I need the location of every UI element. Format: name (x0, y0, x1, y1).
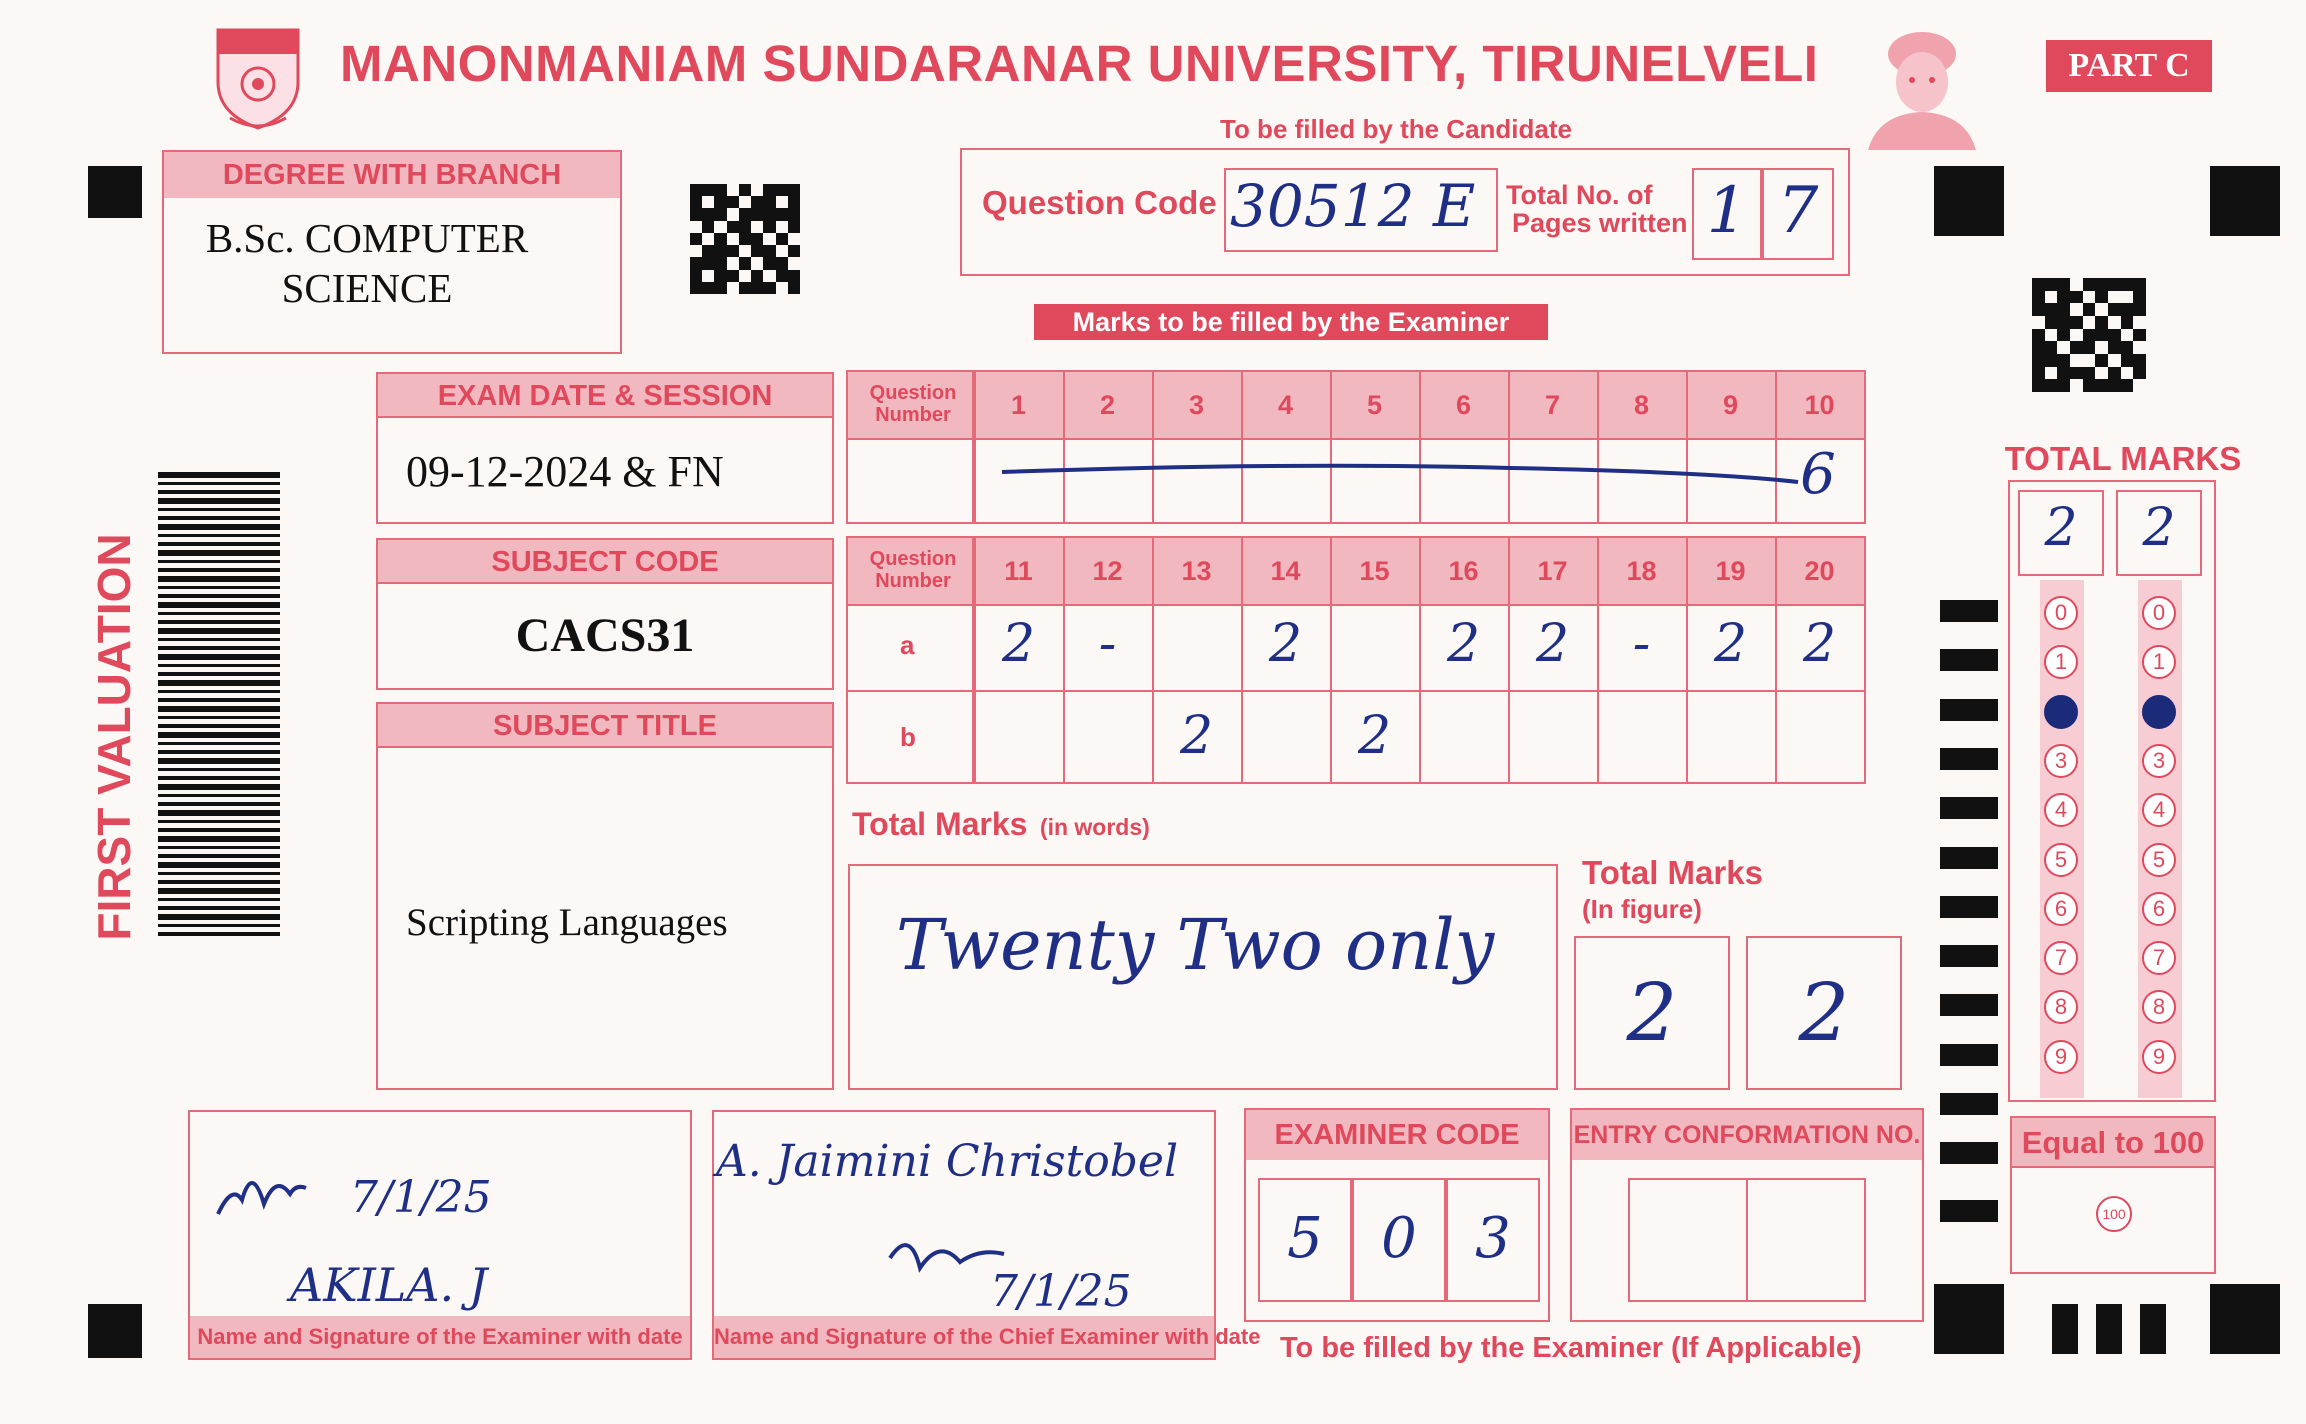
examiner-signature-name: AKILA. J (290, 1258, 488, 1312)
q10-mark: 6 (1800, 442, 1836, 507)
barcode (158, 472, 280, 936)
mark-q14a: 2 (1268, 614, 1303, 674)
registration-mark (1934, 166, 2004, 236)
question-number: 17 (1537, 556, 1568, 586)
timing-mark (1940, 600, 1998, 622)
omr-bubble-col1-0[interactable]: 0 (2044, 596, 2078, 630)
total-figure-digit-2: 2 (1798, 966, 1850, 1059)
entry-conf-label: ENTRY CONFORMATION NO. (1572, 1110, 1922, 1160)
exam-date-label: EXAM DATE & SESSION (378, 374, 832, 418)
timing-mark (1940, 896, 1998, 918)
examiner-signature (212, 1144, 312, 1234)
entry-conf-cell-2[interactable] (1746, 1178, 1866, 1302)
omr-bubble-col1-7[interactable]: 7 (2044, 941, 2078, 975)
question-number: 5 (1366, 390, 1383, 420)
question-number: 15 (1359, 556, 1390, 586)
question-number: 9 (1722, 390, 1739, 420)
timing-mark (1940, 649, 1998, 671)
question-code-label: Question Code (982, 184, 1217, 221)
omr-bubble-col1-1[interactable]: 1 (2044, 645, 2078, 679)
omr-total-label: TOTAL MARKS (2004, 440, 2242, 477)
registration-mark (88, 166, 142, 218)
timing-mark (1940, 699, 1998, 721)
exam-date-value: 09-12-2024 & FN (406, 447, 724, 496)
total-words-value: Twenty Two only (896, 904, 1495, 986)
question-number: 19 (1715, 556, 1746, 586)
question-number-line1: Question (869, 382, 957, 404)
subject-code-value: CACS31 (515, 609, 695, 662)
question-number: 16 (1448, 556, 1479, 586)
subject-title-value: Scripting Languages (406, 901, 728, 944)
examiner-signature-caption: Name and Signature of the Examiner with date (190, 1316, 690, 1358)
question-number-line2: Number (875, 404, 951, 426)
omr-bubble-col2-7[interactable]: 7 (2142, 941, 2176, 975)
pages-label-line1: Total No. of (1506, 180, 1653, 210)
omr-bubble-col2-8[interactable]: 8 (2142, 990, 2176, 1024)
omr-bubble-col2-4[interactable]: 4 (2142, 793, 2176, 827)
entry-conf-cell-1[interactable] (1628, 1178, 1748, 1302)
question-code-value: 30512 E (1230, 172, 1476, 240)
total-figure-sub: (In figure) (1582, 894, 1702, 924)
registration-mark (2096, 1304, 2122, 1354)
total-words-sub: (in words) (1039, 814, 1150, 840)
timing-mark (1940, 748, 1998, 770)
question-number: 13 (1181, 556, 1212, 586)
registration-mark (88, 1304, 142, 1358)
timing-mark (1940, 945, 1998, 967)
examiner-code-digit-1: 5 (1287, 1206, 1323, 1271)
timing-mark (1940, 1142, 1998, 1164)
question-number: 8 (1633, 390, 1650, 420)
equal-100-label: Equal to 100 (2012, 1118, 2214, 1168)
omr-bubble-col2-9[interactable]: 9 (2142, 1040, 2176, 1074)
founder-portrait (1858, 24, 1986, 150)
omr-bubble-col2-3[interactable]: 3 (2142, 744, 2176, 778)
timing-mark (1940, 1044, 1998, 1066)
qr-code (690, 184, 800, 294)
registration-mark (2210, 166, 2280, 236)
omr-bubble-col2-5[interactable]: 5 (2142, 843, 2176, 877)
degree-value-line1: B.Sc. COMPUTER (205, 215, 529, 261)
pages-digit-2: 7 (1777, 174, 1819, 248)
candidate-note: To be filled by the Candidate (1220, 114, 1572, 144)
timing-mark (1940, 1093, 1998, 1115)
omr-bubble-col1-8[interactable]: 8 (2044, 990, 2078, 1024)
side-label: FIRST VALUATION (88, 533, 140, 941)
total-words-title: Total Marks (852, 806, 1028, 842)
omr-bubble-col1-4[interactable]: 4 (2044, 793, 2078, 827)
row-a-label: a (900, 630, 915, 660)
question-number: 10 (1804, 390, 1835, 420)
question-number: 11 (1004, 556, 1033, 586)
mark-q17a: 2 (1535, 614, 1570, 674)
question-number: 6 (1455, 390, 1472, 420)
timing-mark (1940, 797, 1998, 819)
examiner-note-text: Marks to be filled by the Examiner (1072, 307, 1510, 337)
question-number: 2 (1099, 390, 1116, 420)
examiner-note (1034, 304, 1548, 340)
bottom-note: To be filled by the Examiner (If Applicable) (1280, 1332, 1862, 1364)
omr-bubble-col2-2[interactable]: 2 (2142, 695, 2176, 729)
omr-bubble-col1-5[interactable]: 5 (2044, 843, 2078, 877)
mark-q12a: - (1098, 614, 1117, 674)
omr-bubble-col1-6[interactable]: 6 (2044, 892, 2078, 926)
omr-digit-1: 2 (2044, 498, 2078, 558)
examiner-code-digit-2: 0 (1381, 1206, 1417, 1271)
omr-bubble-col2-6[interactable]: 6 (2142, 892, 2176, 926)
degree-value-line2: SCIENCE (281, 265, 453, 311)
examiner-signature-date: 7/1/25 (350, 1172, 492, 1223)
question-number: 14 (1270, 556, 1301, 586)
mark-q16a: 2 (1446, 614, 1481, 674)
total-figure-label: Total Marks (1582, 854, 1763, 891)
mark-q19a: 2 (1713, 614, 1748, 674)
question-number: 4 (1277, 390, 1294, 420)
omr-bubble-col2-1[interactable]: 1 (2142, 645, 2176, 679)
part-badge (2046, 40, 2212, 92)
total-figure-digit-1: 2 (1626, 966, 1678, 1059)
omr-bubble-col1-9[interactable]: 9 (2044, 1040, 2078, 1074)
chief-signature-name: A. Jaimini Christobel (716, 1136, 1179, 1187)
degree-label: DEGREE WITH BRANCH (164, 152, 620, 198)
subject-title-label: SUBJECT TITLE (378, 704, 832, 748)
registration-mark (2052, 1304, 2078, 1354)
question-number: 1 (1010, 390, 1027, 420)
timing-mark (1940, 1200, 1998, 1222)
mark-q20a: 2 (1802, 614, 1837, 674)
registration-mark (2210, 1284, 2280, 1354)
omr-bubble-col2-0[interactable]: 0 (2142, 596, 2176, 630)
mark-q13b: 2 (1179, 706, 1214, 766)
subject-title-box (376, 702, 834, 1090)
part-label: PART C (2068, 47, 2190, 84)
university-logo (210, 22, 306, 134)
omr-digit-2: 2 (2142, 498, 2176, 558)
chief-signature-caption: Name and Signature of the Chief Examiner with date (714, 1316, 1214, 1358)
registration-mark (2140, 1304, 2166, 1354)
question-number-line2: Number (875, 570, 951, 592)
pages-digit-1: 1 (1706, 174, 1748, 248)
equal-100-bubble[interactable]: 100 (2096, 1196, 2132, 1232)
total-words-label (852, 806, 1150, 843)
omr-bubble-col1-3[interactable]: 3 (2044, 744, 2078, 778)
pages-label-line2: Pages written (1512, 208, 1688, 238)
row1-continuation-line (990, 448, 1870, 508)
examiner-code-digit-3: 3 (1475, 1206, 1511, 1271)
question-number-label (850, 382, 976, 426)
qr-code (2032, 278, 2146, 392)
mark-q18a: - (1632, 614, 1651, 674)
mark-q11a: 2 (1001, 614, 1036, 674)
timing-mark (1940, 847, 1998, 869)
question-number-label (850, 548, 976, 592)
timing-mark (1940, 994, 1998, 1016)
examiner-code-label: EXAMINER CODE (1246, 1110, 1548, 1160)
question-number: 12 (1092, 556, 1123, 586)
subject-code-label: SUBJECT CODE (378, 540, 832, 584)
row-b-label: b (900, 722, 916, 752)
university-title: MANONMANIAM SUNDARANAR UNIVERSITY, TIRUNELVELI (340, 35, 1819, 92)
question-number: 20 (1804, 556, 1835, 586)
question-number: 3 (1188, 390, 1205, 420)
mark-q15b: 2 (1357, 706, 1392, 766)
registration-mark (1934, 1284, 2004, 1354)
chief-signature-date: 7/1/25 (990, 1266, 1132, 1317)
omr-bubble-col1-2[interactable]: 2 (2044, 695, 2078, 729)
question-number-line1: Question (869, 548, 957, 570)
question-number: 7 (1544, 390, 1561, 420)
question-number: 18 (1626, 556, 1657, 586)
